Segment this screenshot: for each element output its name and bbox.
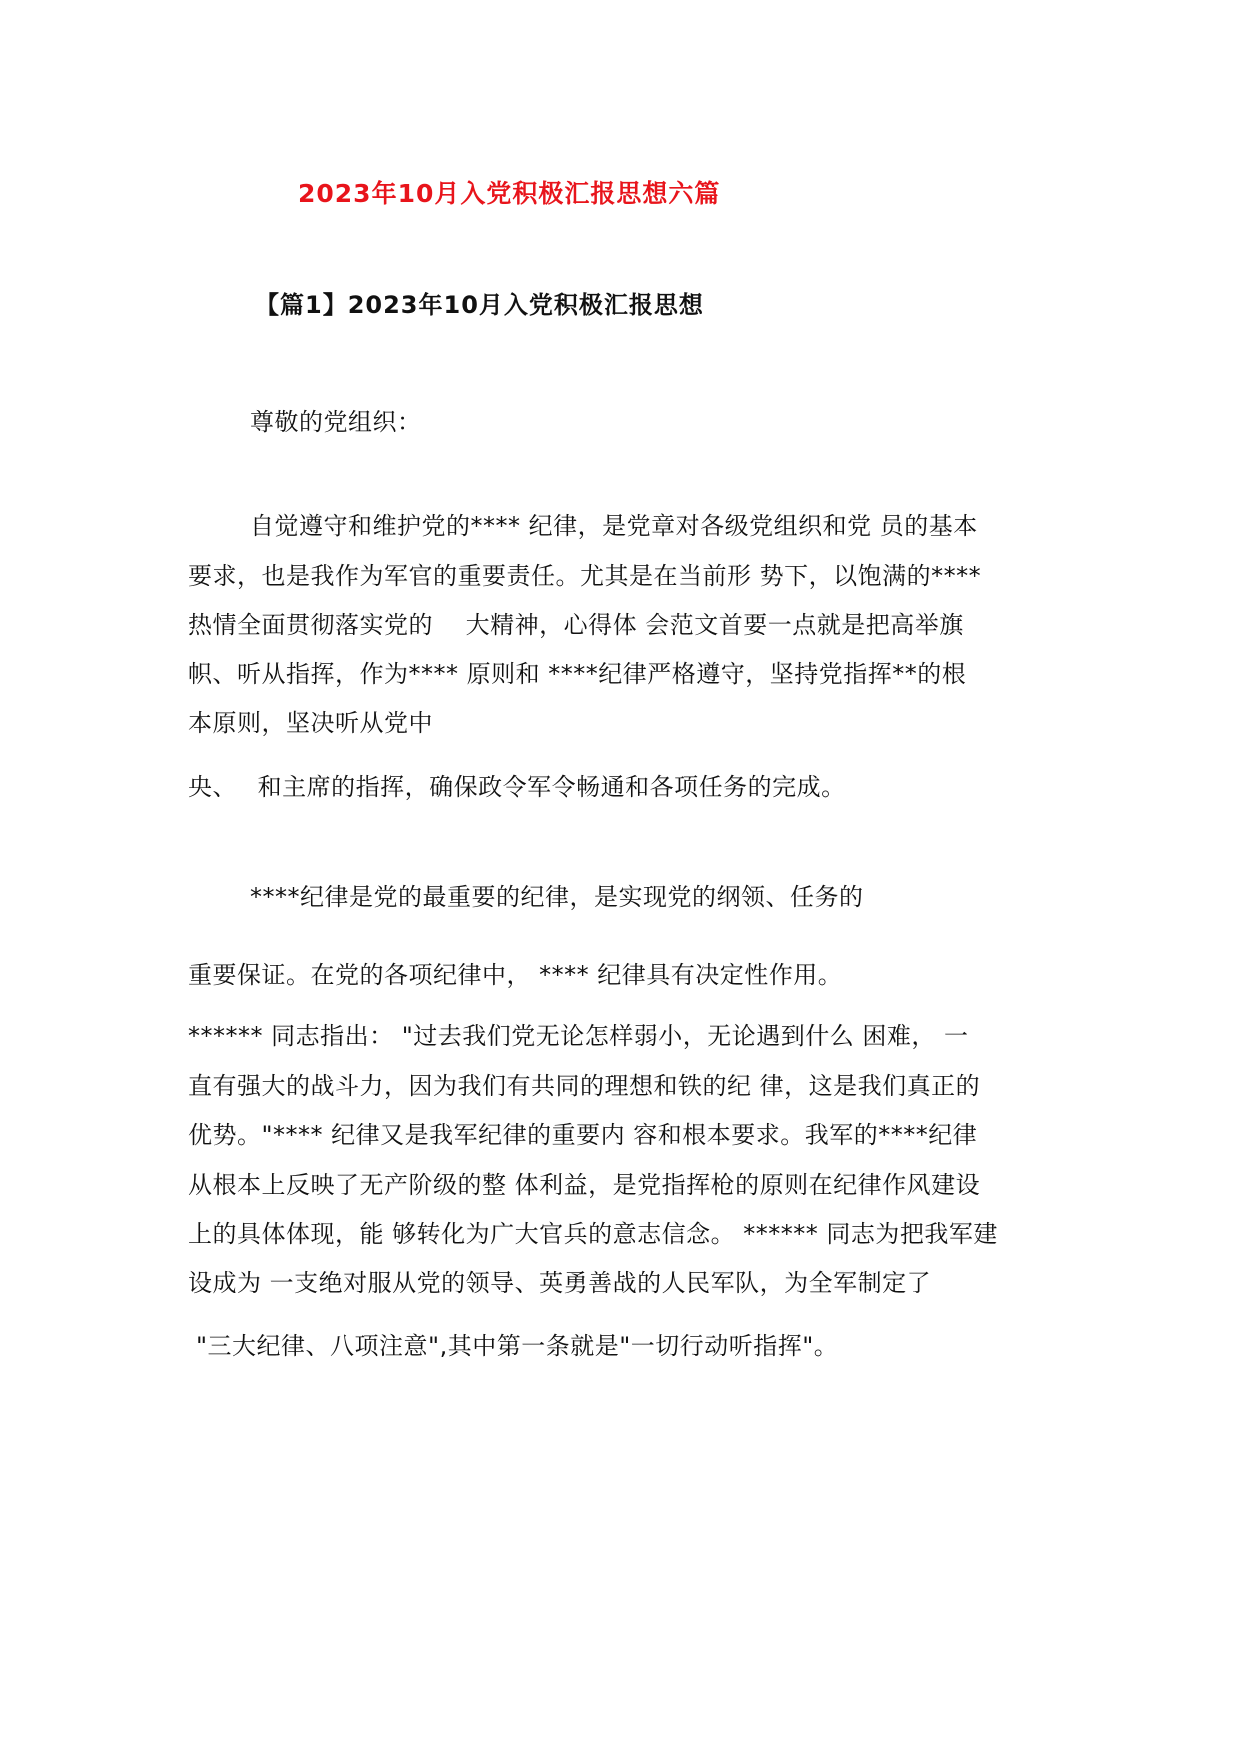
paragraph-line: 上的具体体现，能 够转化为广大官兵的意志信念。 ****** 同志为把我军建 bbox=[188, 1220, 998, 1248]
paragraph-line: 从根本上反映了无产阶级的整 体利益，是党指挥枪的原则在纪律作风建设 bbox=[188, 1171, 981, 1199]
salutation: 尊敬的党组织： bbox=[250, 408, 422, 436]
document-title: 2023年10月入党积极汇报思想六篇 bbox=[298, 179, 721, 208]
paragraph-line: 重要保证。在党的各项纪律中， **** 纪律具有决定性作用。 bbox=[188, 961, 843, 989]
paragraph-line: 优势。"**** 纪律又是我军纪律的重要内 容和根本要求。我军的****纪律 bbox=[188, 1121, 978, 1149]
paragraph-line: 直有强大的战斗力，因为我们有共同的理想和铁的纪 律，这是我们真正的 bbox=[188, 1072, 981, 1100]
paragraph-line: 央、 和主席的指挥，确保政令军令畅通和各项任务的完成。 bbox=[188, 773, 846, 801]
paragraph-line: ****纪律是党的最重要的纪律，是实现党的纲领、任务的 bbox=[250, 883, 864, 911]
paragraph-line: 帜、听从指挥，作为**** 原则和 ****纪律严格遵守，坚持党指挥**的根 bbox=[188, 660, 967, 688]
paragraph-line: 设成为 一支绝对服从党的领导、英勇善战的人民军队，为全军制定了 bbox=[188, 1269, 932, 1297]
section-heading: 【篇1】2023年10月入党积极汇报思想 bbox=[255, 291, 704, 319]
paragraph-line: 要求，也是我作为军官的重要责任。尤其是在当前形 势下，以饱满的**** bbox=[188, 562, 982, 590]
paragraph-line: 热情全面贯彻落实党的 大精神，心得体 会范文首要一点就是把高举旗 bbox=[188, 611, 964, 639]
paragraph-line: 本原则，坚决听从党中 bbox=[188, 709, 433, 737]
paragraph-line: "三大纪律、八项注意",其中第一条就是"一切行动听指挥"。 bbox=[196, 1332, 839, 1360]
paragraph-line: ****** 同志指出： "过去我们党无论怎样弱小，无论遇到什么 困难， 一 bbox=[188, 1022, 969, 1050]
paragraph-line: 自觉遵守和维护党的**** 纪律，是党章对各级党组织和党 员的基本 bbox=[250, 512, 978, 540]
